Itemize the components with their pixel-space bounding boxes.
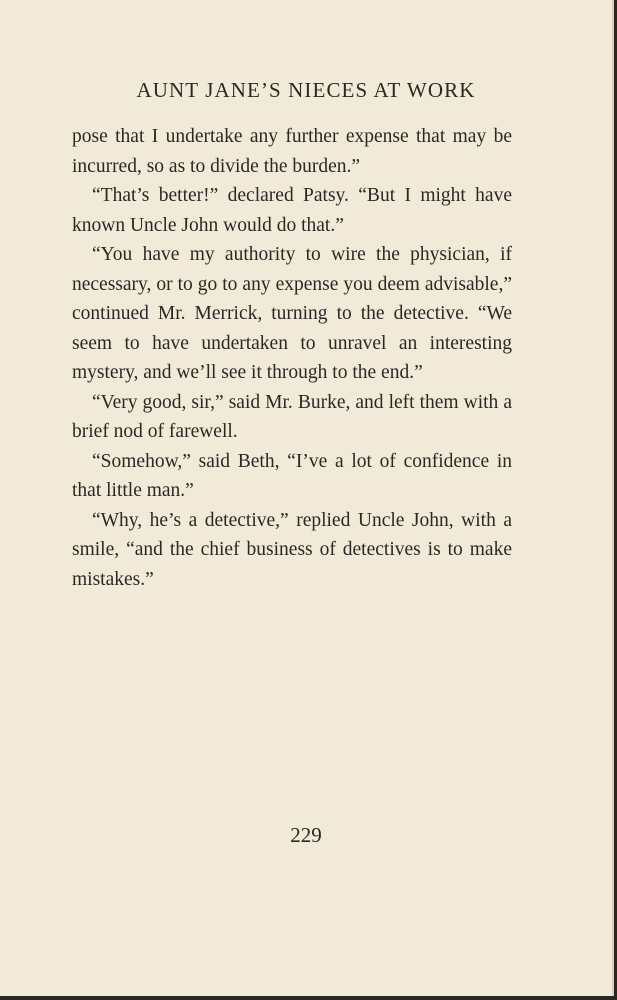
paragraph: “You have my authority to wire the physician, if necessary, or to go to any expense you deem advisable,” continued Mr. Merrick, turning to the detective. “We seem to have undertaken to unravel an interesting mystery, and we’ll see it through to the end.”	[72, 244, 512, 383]
paragraph: “Why, he’s a detective,” replied Uncle John, with a smile, “and the chief business of detectives is to make mistakes.”	[72, 509, 512, 590]
paragraph: “Somehow,” said Beth, “I’ve a lot of confidence in that little man.”	[72, 450, 512, 501]
paragraph-continuation: pose that I undertake any further expense that may be incurred, so as to divide the burden.”	[72, 126, 512, 177]
paragraph: “Very good, sir,” said Mr. Burke, and left them with a brief nod of farewell.	[72, 391, 512, 442]
page-number: 229	[290, 823, 322, 847]
running-header: AUNT JANE’S NIECES AT WORK	[136, 78, 476, 102]
body-text	[72, 122, 512, 594]
paragraph: “That’s better!” declared Patsy. “But I might have known Uncle John would do that.”	[72, 185, 512, 236]
